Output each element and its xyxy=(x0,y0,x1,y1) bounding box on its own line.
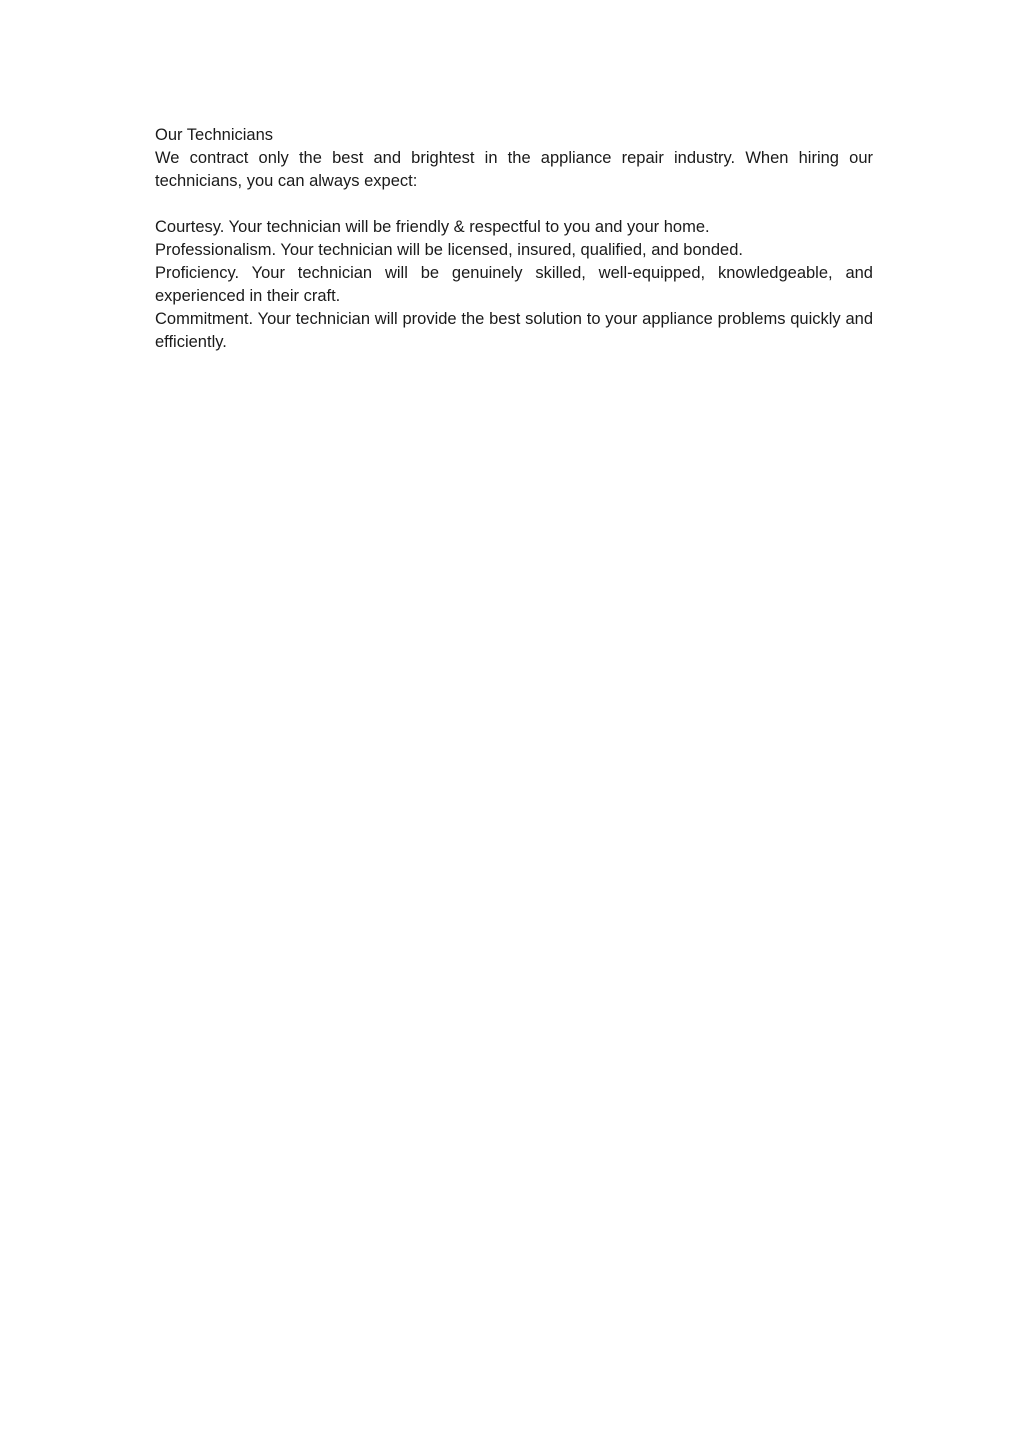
item-commitment: Commitment. Your technician will provide the best solution to your appliance problems quickly and efficiently. xyxy=(155,310,873,351)
intro-paragraph: We contract only the best and brightest in the appliance repair industry. When hiring our technicians, you can always expect: xyxy=(155,149,873,190)
paragraph-spacer xyxy=(155,193,873,216)
section-heading: Our Technicians xyxy=(155,126,274,144)
item-proficiency: Proficiency. Your technician will be genuinely skilled, well-equipped, knowledgeable, and experienced in their craft. xyxy=(155,264,873,305)
item-professionalism: Professionalism. Your technician will be licensed, insured, qualified, and bonded. xyxy=(155,241,743,259)
document-body xyxy=(155,124,873,354)
item-courtesy: Courtesy. Your technician will be friendly & respectful to you and your home. xyxy=(155,218,710,236)
